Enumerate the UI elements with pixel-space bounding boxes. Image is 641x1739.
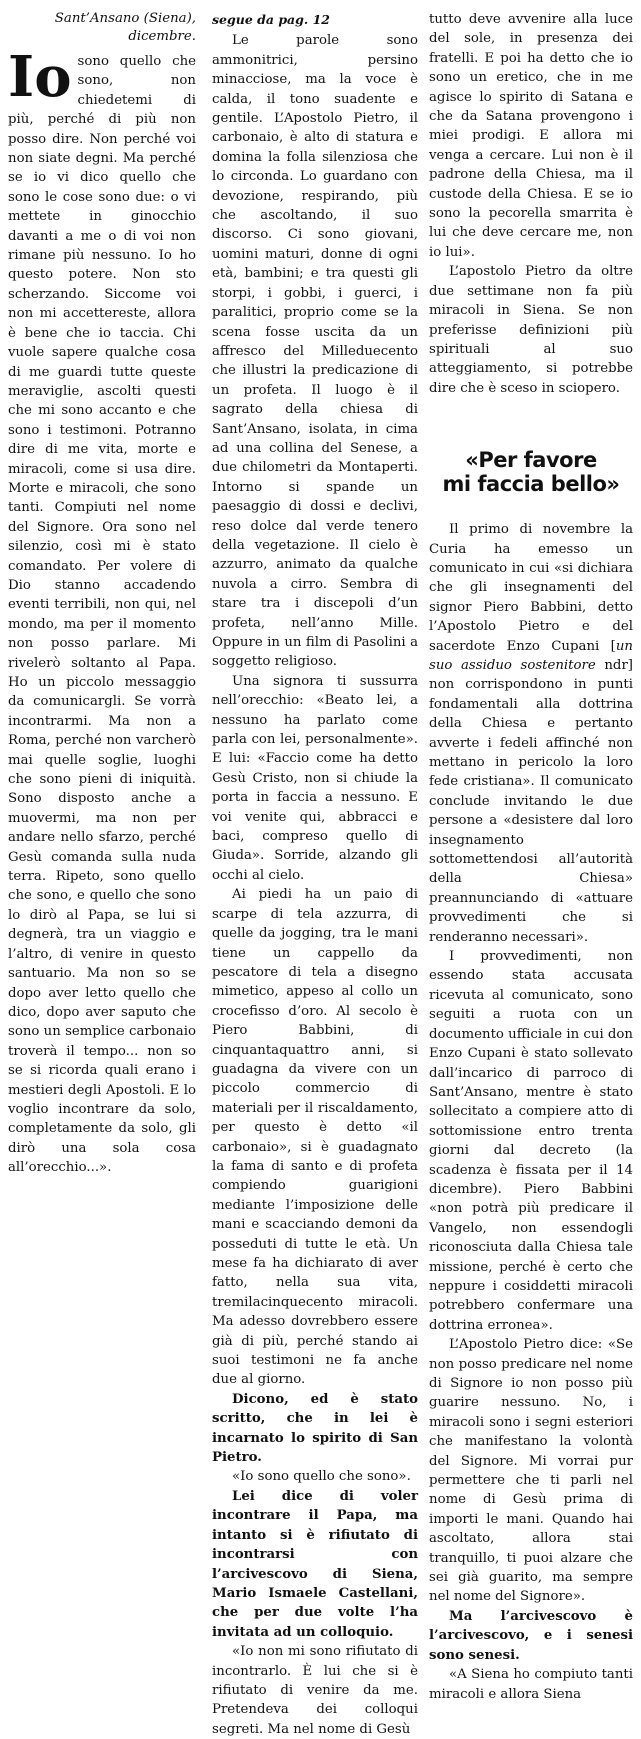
paragraph: «Io sono quello che sono».: [232, 1469, 411, 1485]
paragraph: L’apostolo Pietro da oltre due settimane non fa più miracoli in Siena. Se non preferisse definizioni più spirituali al suo atteggiamento, si potrebbe dire che è sceso in sciopero.: [429, 264, 633, 396]
dateline: [8, 10, 196, 46]
paragraph: Ai piedi ha un paio di scarpe di tela azzurra, di quelle da jogging, tra le mani tiene un cappello da pescatore di tela a disegno mimetico, appeso al collo un crocefisso d’oro. Al secolo è Piero Babbini, di cinquantaquattro anni, si guadagna da vivere con un piccolo commercio di materiali per il riscaldamento, per questo è detto «il carbonaio», si è guadagnato la fama di santo e di profeta compiendo guarigioni mediante l’imposizione delle mani e scacciando demoni da posseduti di tutte le età. Un mese fa ha dichiarato di aver fatto, nella sua vita, tremilacinquecento miracoli. Ma adesso dovrebbero essere già di più, perché stando ai suoi testimoni ne fa anche due al giorno.: [212, 887, 418, 1388]
editor-note: un suo assiduo sostenitore: [429, 638, 633, 673]
paragraph: [429, 520, 633, 947]
paragraph: L’Apostolo Pietro dice: «Se non posso predicare nel nome di Signore io non posso più guarire nessuno. No, i miracoli sono i segni esteriori che manifestano la volontà del Signore. Mi vorrai pur permettere che ti parli nel nome di Gesù prima di importi le mani. Quando hai ascoltato, allora stai tranquillo, ti puoi alzare che sei già guarito, ma sempre nel nome del Signore».: [429, 1337, 633, 1605]
section-headline: [429, 448, 633, 496]
interview-question: Dicono, ed è stato scritto, che in lei è incarnato lo spirito di San Pietro.: [212, 1391, 418, 1466]
dateline-month: dicembre.: [128, 29, 196, 44]
article-column-2: [212, 10, 418, 1739]
article-column-3: [429, 10, 633, 1704]
paragraph: «Io non mi sono rifiutato di incontrarlo. È lui che si è rifiutato di venire da me. Pretendeva dei colloqui segreti. Ma nel nome di Gesù: [212, 1644, 418, 1737]
paragraph: Le parole sono ammonitrici, persino minacciose, ma la voce è calda, il tono suadente e gentile. L’Apostolo Pietro, il carbonaio, è alto di statura e domina la folla silenziosa che lo circonda. Lo guardano con devozione, respirando, più che ascoltando, il suo discorso. Ci sono giovani, uomini maturi, donne di ogni età, bambini; e tra questi gli storpi, i gobbi, i guerci, i paralitici, proprio come se la scena fosse uscita da un affresco del Milleduecento che illustri la predicazione di un profeta. Il luogo è il sagrato della chiesa di Sant’Ansano, isolata, in cima ad una collina del Senese, a due chilometri da Montaperti. Intorno si spande un paesaggio di dossi e declivi, reso dolce dal verde tenero della vegetazione. Il cielo è azzurro, animato da qualche nuvola a cirro. Sembra di stare tra i discepoli d’un profeta, nell’anno Mille. Oppure in un film di Pasolini a soggetto religioso.: [212, 33, 418, 670]
paragraph: tutto deve avvenire alla luce del sole, in presenza dei fratelli. E poi ha detto che io sono un eretico, che in me agisce lo spirito di Satana e che da Satana provengono i miei prodigi. E allora mi venga a cercare. Lui non è il padrone della Chiesa, ma il custode della Chiesa. E se io sono la pecorella smarrita è lui che deve cercare me, non io lui».: [429, 12, 633, 260]
opening-paragraph: [8, 44, 196, 1178]
interview-question: Lei dice di voler incontrare il Papa, ma intanto si è rifiutato di incontrarsi con l’arcivescovo di Siena, Mario Ismaele Castellani, che per due volte l’ha invitata ad un colloquio.: [212, 1488, 418, 1640]
paragraph: «A Siena ho compiuto tanti miracoli e allora Siena: [429, 1667, 633, 1702]
opening-text: sono quello che sono, non chiedetemi di più, perché di più non posso dire. Non perché voi non siate degni. Ma perché se io vi dico quello che sono le cose sono due: o vi mettete in ginocchio davanti a me o di voi non rimane più nessuno. Io ho questo potere. Non sto scherzando. Siccome voi non mi accettereste, allora è bene che io taccia. Chi vuole sapere qualche cosa di me guardi tutte queste meraviglie, ascolti questi che mi sono accanto e che sono i testimoni. Potranno dire di me vita, morte e miracoli, come si usa dire. Morte e miracoli, che sono tanti. Compiuti nel nome del Signore. Ora sono nel silenzio, così mi è stato comandato. Per volere di Dio stanno accadendo eventi terribili, non qui, nel mondo, ma per il momento non posso parlare. Mi rivelerò soltanto al Papa. Ho un piccolo messaggio da comunicargli. Se vorrà incontrarmi. Ma non a Roma, perché non varcherò mai quelle soglie, luoghi che sono pieni di iniquità. Sono disposto anche a muovermi, ma non per andare nello sfarzo, perché Gesù comanda sulla nuda terra. Ripeto, sono quello che sono, e quello che sono lo dirò al Papa, se lui si degnerà, tra un viaggio e l’altro, di venire in questo santuario. Ma non so se dopo aver letto quello che dico, dopo aver saputo che sono un semplice carbonaio troverà il tempo... non so se si ricorda quali erano i mestieri degli Apostoli. E lo voglio incontrare da solo, completamente da solo, gli dirò una sola cosa all’orecchio...».: [8, 54, 196, 1176]
paragraph: Una signora ti sussurra nell’orecchio: «Beato lei, a nessuno ha parlato come parla con lei, personalmente». E lui: «Faccio come ha detto Gesù Cristo, non si chiude la porta in faccia a nessuno. E voi venite qui, abbracci e baci, compreso quello di Giuda». Sorride, alzando gli occhi al cielo.: [212, 673, 418, 883]
headline-line-2: mi faccia bello»: [442, 472, 620, 497]
text-run: ndr] non corrispondono in punti fondamentali alla dottrina della Chiesa e pertanto avverte i fedeli affinché non mettano in pericolo la loro fede cristiana». Il comunicato conclude invitando le due persone a «desistere dal loro insegnamento sottomettendosi all’autorità della Chiesa» preannunciando di «attuare provvedimenti che si renderanno necessari».: [429, 657, 633, 945]
headline-line-1: «Per favore: [465, 448, 597, 473]
drop-cap: Io: [8, 44, 72, 110]
dateline-place: Sant’Ansano (Siena),: [54, 11, 196, 26]
article-column-1: [8, 10, 196, 1178]
continued-from-label: segue da pag. 12: [212, 12, 330, 27]
text-run: Il primo di novembre la Curia ha emesso un comunicato in cui «si dichiara che gli insegnamenti del signor Piero Babbini, detto l’Apostolo Pietro e del sacerdote Enzo Cupani [: [429, 522, 633, 654]
interview-question: Ma l’arcivescovo è l’arcivescovo, e i senesi sono senesi.: [429, 1608, 633, 1663]
paragraph: I provvedimenti, non essendo stata accusata ricevuta al comunicato, sono seguiti a ruota con un documento ufficiale in cui don Enzo Cupani è stato sollevato dall’incarico di parroco di Sant’Ansano, mentre è stato sollecitato a compiere atto di sottomissione entro trenta giorni dal decreto (la scadenza è fissata per il 14 dicembre). Piero Babbini «non potrà più predicare il Vangelo, non essendogli riconosciuta dalla Chiesa tale missione, perché è certo che neppure i cosiddetti miracoli potrebbero confermare una dottrina erronea».: [429, 949, 633, 1333]
